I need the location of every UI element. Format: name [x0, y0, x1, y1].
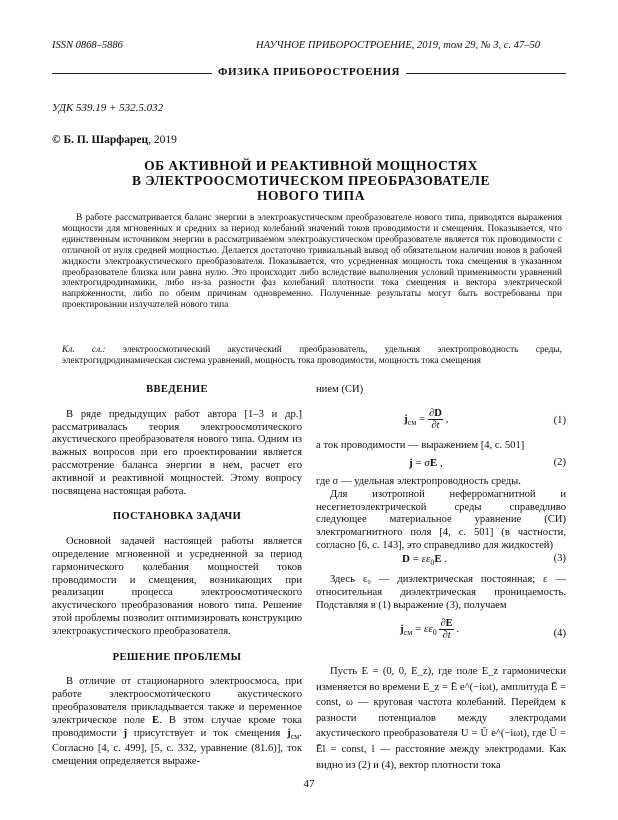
journal-citation: НАУЧНОЕ ПРИБОРОСТРОЕНИЕ, 2019, том 29, № 3, с. 47–50 [256, 40, 540, 51]
right-cont-1: нием (СИ) [316, 384, 364, 395]
udk-code: УДК 539.19 + 532.5.032 [52, 102, 164, 114]
equation-4-number: (4) [553, 628, 566, 639]
solution-heading: РЕШЕНИЕ ПРОБЛЕМЫ [112, 651, 242, 663]
equation-3-number: (3) [553, 553, 566, 564]
page-number: 47 [303, 778, 315, 790]
equation-1: $j_{см}$ = $\frac{\partial D}{\partial t}$ , [404, 408, 449, 431]
equation-4: $j_{см} = \varepsilon\varepsilon_0$ $\frac{\partial E}{\partial t}$ . [400, 618, 460, 641]
solution-paragraph: В отличие от стационарного электроосмоса, при работе электроосмотического акустического преобразователя прикладывается также и переменное электрическое поле E. В этом случае кроме тока проводимости j присутствует и ток смещения $j_{см}$. Согласно [4, с. 499], [5, с. 332, уравнение (81.6)], ток смещения определяется выраже- [52, 676, 302, 768]
right-para-2: Здесь ε₀ — диэлектрическая постоянная; ε — относительная диэлектрическая проницаемость. Подставляя в (1) выражение (3), получаем [316, 574, 566, 611]
section-label: ФИЗИКА ПРИБОРОСТРОЕНИЯ [0, 66, 618, 78]
equation-2: j = σE , [409, 457, 443, 469]
left-column [52, 384, 302, 769]
task-paragraph: Основной задачей настоящей работы является определение мгновенной и усредненной за период гармонического колебания мощностей токов проводимости и смещения, возникающих при реализации процесса электроосмотического акустического преобразования нового типа. Решение этой проблемы позволит оптимизировать конструкцию электроакустического преобразователя. [52, 536, 302, 637]
right-column [316, 384, 566, 397]
task-heading: ПОСТАНОВКА ЗАДАЧИ [112, 511, 242, 523]
equation-3: $D = \varepsilon\varepsilon_0E$ . [402, 553, 448, 568]
issn: ISSN 0868–5886 [52, 40, 123, 51]
intro-paragraph: В ряде предыдущих работ автора [1–3 и др.] рассматривалась теория электроосмотического акустического преобразователя нового типа. Одним из важных вопросов при его проектировании является рассмотрение баланса энергии в нем, расчет его активной и реактивной мощностей. Этому вопросу посвящена настоящая работа. [52, 408, 302, 497]
abstract: В работе рассматривается баланс энергии в электроакустическом преобразователе нового типа, приводятся выражения мощности для мгновенных и средних за период колебаний значений токов проводимости и смещения. Показывается, что единственным источником энергии в рассматриваемом электроакустическом преобразователе является ток проводимости с отличной от нуля средней мощностью. Делается достаточно тривиальный вывод об обязательном наличии ионов в рабочей жидкости электроакустического преобразователя. Показывается, что усредненная мощность тока смещения в указанном преобразователе близка или равна нулю. Это происходит либо вследствие выполнения условий применимости уравнений электрогидродинамики, либо из-за разности фаз колебаний плотности тока смещения и вектора электрической напряженности, либо по обеим причинам одновременно. Полученные результаты могут быть востребованы при проектировании излучателей нового типа [62, 213, 562, 311]
equation-2-number: (2) [553, 457, 566, 468]
paper-title: ОБ АКТИВНОЙ И РЕАКТИВНОЙ МОЩНОСТЯХ В ЭЛЕКТРООСМОТИЧЕСКОМ ПРЕОБРАЗОВАТЕЛЕ НОВОГО ТИПА [132, 158, 490, 203]
keywords: Кл. сл.: электроосмотический акустический преобразователь, удельная электропроводность среды, электрогидродинамическая система уравнений, мощность тока проводимости, мощность тока смещения [62, 345, 562, 366]
right-cont-2: а ток проводимости — выражением [4, с. 501] [316, 440, 525, 451]
right-para-3: Пусть E = (0, 0, E_z), где поле E_z гармонически изменяется во времени E_z = Ē e^(−iωt), амплитуда Ē = const, ω — круговая частота колебаний. Перейдем к разности потенциалов между электродами акустического преобразователя U = Ū e^(−iωt), где Ū = Ēl = const, l — расстояние между электродами. Как видно из (2) и (4), вектор плотности тока [316, 666, 566, 771]
equation-1-number: (1) [553, 415, 566, 426]
intro-heading: ВВЕДЕНИЕ [146, 384, 208, 395]
right-paragraphs: где σ — удельная электропроводность среды. Для изотропной неферромагнитной и несегнетоэлектрической среды справедливо следующее материальное уравнение (СИ) электромагнитного поля [4, с. 501] (в частности, согласно [6, с. 143], это справедливо для жидкостей) [316, 476, 566, 551]
author: © Б. П. Шарфарец, 2019 [52, 134, 177, 146]
